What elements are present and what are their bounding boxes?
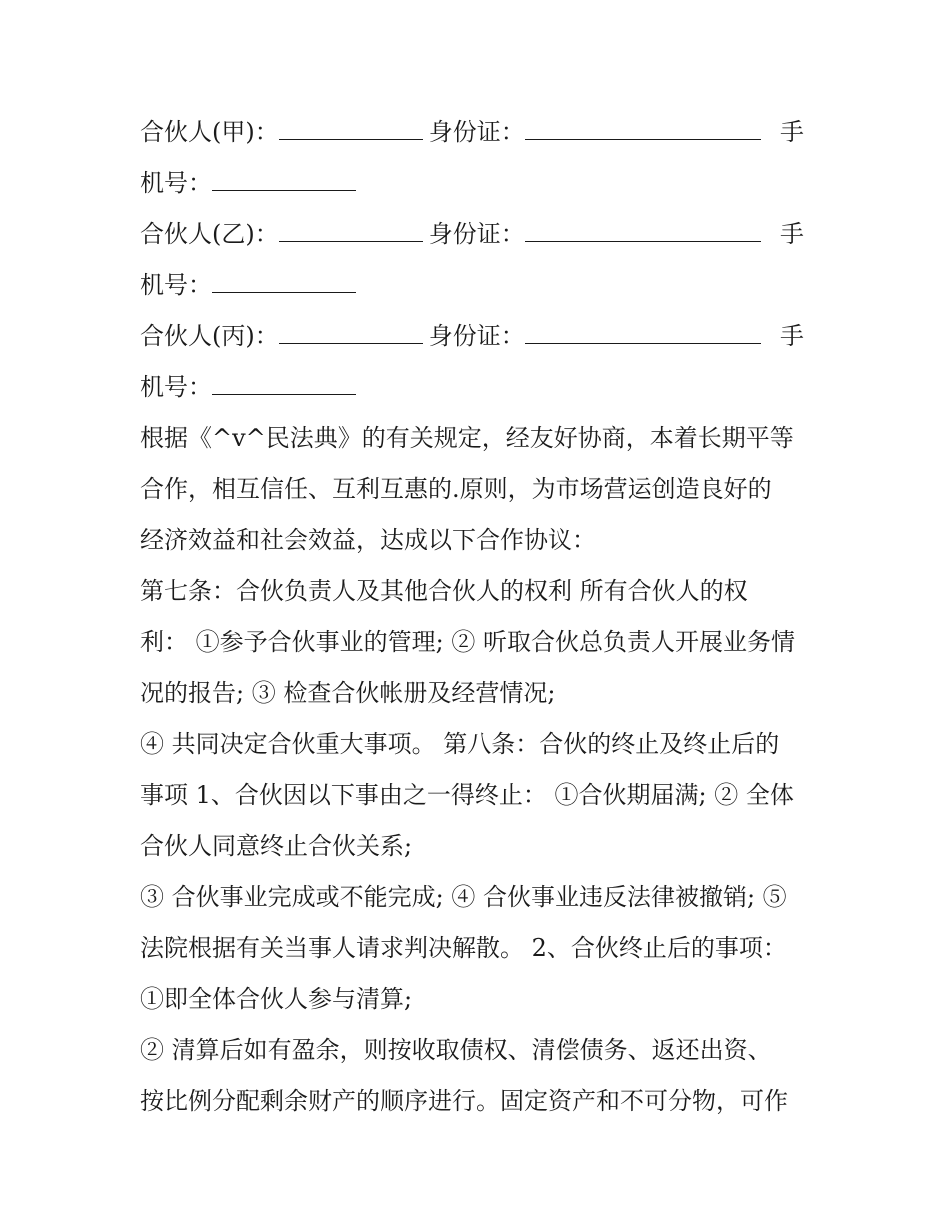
party-jia-line	[140, 107, 804, 158]
party-bing-phone-label-end: 机号：	[140, 373, 212, 401]
party-bing-label: 合伙人(丙)：	[140, 322, 279, 350]
party-bing-id-label: 身份证：	[428, 322, 525, 350]
document-body	[140, 107, 820, 1127]
body-line: ② 清算后如有盈余，则按收取债权、清偿债务、返还出资、	[140, 1036, 772, 1064]
party-jia-phone-label-end: 机号：	[140, 169, 212, 197]
body-line: ①即全体合伙人参与清算;	[140, 985, 413, 1013]
party-bing-phone-blank	[212, 364, 356, 395]
party-yi-phone-label-end: 机号：	[140, 271, 212, 299]
body-line: ③ 合伙事业完成或不能完成; ④ 合伙事业违反法律被撤销; ⑤	[140, 883, 787, 911]
body-line: 经济效益和社会效益，达成以下合作协议：	[140, 526, 596, 554]
body-line: 根据《^v^民法典》的有关规定，经友好协商，本着长期平等	[140, 424, 794, 452]
party-yi-id-blank	[525, 211, 761, 242]
party-bing-line	[140, 311, 804, 362]
party-bing-phone-label-start: 手	[780, 322, 804, 350]
body-line: 利： ①参予合伙事业的管理; ② 听取合伙总负责人开展业务情	[140, 628, 795, 656]
party-yi-phone-blank	[212, 262, 356, 293]
party-bing-name-blank	[279, 313, 423, 344]
party-bing-id-blank	[525, 313, 761, 344]
body-line: 第七条：合伙负责人及其他合伙人的权利 所有合伙人的权	[140, 577, 748, 605]
body-line: 况的报告; ③ 检查合伙帐册及经营情况;	[140, 679, 556, 707]
party-bing-phone-line	[140, 362, 820, 413]
party-jia-label: 合伙人(甲)：	[140, 118, 279, 146]
party-jia-phone-line	[140, 158, 820, 209]
party-jia-phone-label-start: 手	[780, 118, 804, 146]
party-yi-name-blank	[279, 211, 423, 242]
body-line: 按比例分配剩余财产的顺序进行。固定资产和不可分物，可作	[140, 1087, 788, 1115]
party-jia-id-label: 身份证：	[428, 118, 525, 146]
party-yi-id-label: 身份证：	[428, 220, 525, 248]
party-jia-phone-blank	[212, 160, 356, 191]
party-yi-phone-label-start: 手	[780, 220, 804, 248]
body-line: ④ 共同决定合伙重大事项。 第八条：合伙的终止及终止后的	[140, 730, 780, 758]
party-yi-phone-line	[140, 260, 820, 311]
party-yi-line	[140, 209, 804, 260]
body-line: 合伙人同意终止合伙关系;	[140, 832, 413, 860]
body-line: 事项 1、合伙因以下事由之一得终止： ①合伙期届满; ② 全体	[140, 781, 794, 809]
party-yi-label: 合伙人(乙)：	[140, 220, 279, 248]
party-jia-id-blank	[525, 109, 761, 140]
body-line: 法院根据有关当事人请求判决解散。 2、合伙终止后的事项：	[140, 934, 787, 962]
body-line: 合作，相互信任、互利互惠的.原则，为市场营运创造良好的	[140, 475, 772, 503]
party-jia-name-blank	[279, 109, 423, 140]
